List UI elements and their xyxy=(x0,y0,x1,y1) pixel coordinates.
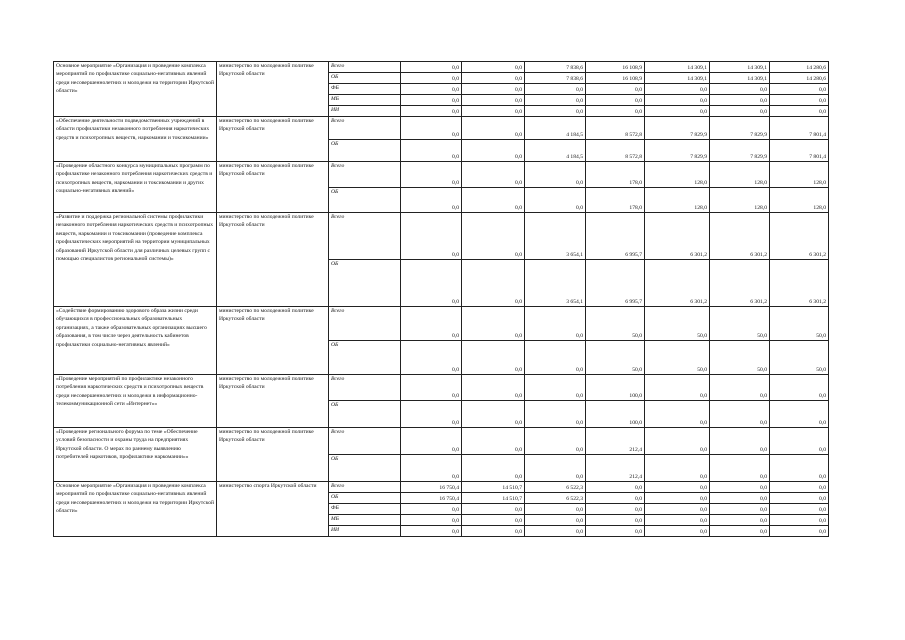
amount-cell: 50,0 xyxy=(645,307,710,341)
amount-cell: 14 309,1 xyxy=(645,62,710,73)
amount-cell: 0,0 xyxy=(525,515,586,526)
measure-description: «Проведение областного конкурса муниципальных программ по профилактике незаконного потребления наркотических средств и психотропных веществ, наркомании и токсикомании и других социально-негативных явлений» xyxy=(54,162,217,213)
amount-cell: 7 801,4 xyxy=(770,117,829,140)
amount-cell: 50,0 xyxy=(770,341,829,375)
amount-cell: 0,0 xyxy=(401,526,462,537)
amount-cell: 0,0 xyxy=(525,95,586,106)
amount-cell: 14 510,7 xyxy=(462,493,525,504)
measure-description: «Развитие и поддержка региональной системы профилактики незаконного потребления наркотических средств и психотропных веществ, наркомании и токсикомании (проведение комплекса профилактических мероприятий на территории муниципальных образований Иркутской области для различных целевых групп с помощью специалистов региональной системы)» xyxy=(54,213,217,307)
responsible-executor: министерство по молодежной политике Иркутской области xyxy=(217,428,329,482)
amount-cell: 0,0 xyxy=(401,117,462,140)
amount-cell: 0,0 xyxy=(710,95,770,106)
table-row xyxy=(54,62,829,73)
funding-source-label: Всего xyxy=(329,213,401,260)
measure-description: Основное мероприятие «Организация и проведение комплекса мероприятий по профилактике социально-негативных явлений среди несовершеннолетних и молодежи на территории Иркутской области» xyxy=(54,62,217,117)
amount-cell: 0,0 xyxy=(770,455,829,482)
amount-cell: 0,0 xyxy=(462,188,525,213)
amount-cell: 0,0 xyxy=(770,493,829,504)
amount-cell: 100,0 xyxy=(586,375,645,401)
amount-cell: 0,0 xyxy=(401,515,462,526)
amount-cell: 0,0 xyxy=(401,162,462,188)
responsible-executor: министерство по молодежной политике Иркутской области xyxy=(217,307,329,375)
amount-cell: 0,0 xyxy=(710,401,770,428)
funding-source-label: ОБ xyxy=(329,140,401,162)
amount-cell: 0,0 xyxy=(586,95,645,106)
amount-cell: 8 572,8 xyxy=(586,140,645,162)
amount-cell: 0,0 xyxy=(401,213,462,260)
amount-cell: 0,0 xyxy=(401,188,462,213)
amount-cell: 7 829,9 xyxy=(710,140,770,162)
amount-cell: 6 301,2 xyxy=(710,260,770,307)
amount-cell: 0,0 xyxy=(645,493,710,504)
amount-cell: 0,0 xyxy=(645,95,710,106)
amount-cell: 0,0 xyxy=(710,482,770,493)
responsible-executor: министерство по молодежной политике Иркутской области xyxy=(217,162,329,213)
amount-cell: 0,0 xyxy=(586,526,645,537)
amount-cell: 4 184,5 xyxy=(525,117,586,140)
amount-cell: 0,0 xyxy=(710,504,770,515)
amount-cell: 0,0 xyxy=(401,375,462,401)
amount-cell: 7 801,4 xyxy=(770,140,829,162)
amount-cell: 212,4 xyxy=(586,455,645,482)
amount-cell: 0,0 xyxy=(586,106,645,117)
amount-cell: 128,0 xyxy=(770,162,829,188)
funding-source-label: МБ xyxy=(329,515,401,526)
amount-cell: 0,0 xyxy=(401,341,462,375)
amount-cell: 0,0 xyxy=(770,95,829,106)
amount-cell: 0,0 xyxy=(462,341,525,375)
amount-cell: 7 829,9 xyxy=(645,117,710,140)
amount-cell: 0,0 xyxy=(770,375,829,401)
funding-source-label: Всего xyxy=(329,482,401,493)
amount-cell: 178,0 xyxy=(586,188,645,213)
amount-cell: 6 301,2 xyxy=(770,213,829,260)
amount-cell: 0,0 xyxy=(401,140,462,162)
amount-cell: 6 301,2 xyxy=(770,260,829,307)
responsible-executor: министерство спорта Иркутской области xyxy=(217,482,329,537)
amount-cell: 0,0 xyxy=(645,375,710,401)
measure-description: «Содействие формированию здорового образа жизни среди обучающихся в профессиональных образовательных организациях, а также образовательных организациях высшего образования, в том числе через деятельность кабинетов профилактики социально-негативных явлений» xyxy=(54,307,217,375)
amount-cell: 0,0 xyxy=(770,428,829,455)
amount-cell: 0,0 xyxy=(586,84,645,95)
amount-cell: 0,0 xyxy=(525,428,586,455)
amount-cell: 0,0 xyxy=(645,482,710,493)
amount-cell: 0,0 xyxy=(710,526,770,537)
amount-cell: 0,0 xyxy=(525,504,586,515)
responsible-executor: министерство по молодежной политике Иркутской области xyxy=(217,117,329,162)
amount-cell: 0,0 xyxy=(770,482,829,493)
amount-cell: 6 995,7 xyxy=(586,213,645,260)
amount-cell: 0,0 xyxy=(462,84,525,95)
amount-cell: 0,0 xyxy=(462,307,525,341)
amount-cell: 0,0 xyxy=(401,84,462,95)
measure-description: Основное мероприятие «Организация и проведение комплекса мероприятий по профилактике социально-негативных явлений среди несовершеннолетних и молодежи на территории Иркутской области» xyxy=(54,482,217,537)
responsible-executor: министерство по молодежной политике Иркутской области xyxy=(217,375,329,428)
measure-description: «Проведение регионального форума по теме «Обеспечение условий безопасности и охраны труда на предприятиях Иркутской области. О мерах по раннему выявлению потребителей наркотиков, профилактике наркомании»» xyxy=(54,428,217,482)
amount-cell: 0,0 xyxy=(462,504,525,515)
amount-cell: 128,0 xyxy=(710,188,770,213)
amount-cell: 0,0 xyxy=(401,95,462,106)
amount-cell: 7 838,6 xyxy=(525,62,586,73)
amount-cell: 14 280,6 xyxy=(770,73,829,84)
amount-cell: 0,0 xyxy=(462,62,525,73)
funding-source-label: Всего xyxy=(329,307,401,341)
funding-source-label: ИИ xyxy=(329,526,401,537)
amount-cell: 6 995,7 xyxy=(586,260,645,307)
table-row xyxy=(54,482,829,493)
responsible-executor: министерство по молодежной политике Иркутской области xyxy=(217,62,329,117)
funding-source-label: МБ xyxy=(329,95,401,106)
amount-cell: 0,0 xyxy=(401,260,462,307)
amount-cell: 0,0 xyxy=(462,401,525,428)
responsible-executor: министерство по молодежной политике Иркутской области xyxy=(217,213,329,307)
amount-cell: 0,0 xyxy=(401,504,462,515)
amount-cell: 178,0 xyxy=(586,162,645,188)
amount-cell: 0,0 xyxy=(462,515,525,526)
amount-cell: 0,0 xyxy=(645,84,710,95)
amount-cell: 0,0 xyxy=(525,162,586,188)
measure-description: «Проведение мероприятий по профилактике незаконного потребления наркотических средств и психотропных веществ среди несовершеннолетних и молодежи в информационно-телекоммуникационной сети «Интернет»» xyxy=(54,375,217,428)
amount-cell: 4 184,5 xyxy=(525,140,586,162)
amount-cell: 14 309,1 xyxy=(645,73,710,84)
amount-cell: 6 522,3 xyxy=(525,493,586,504)
amount-cell: 0,0 xyxy=(525,341,586,375)
funding-source-label: Всего xyxy=(329,428,401,455)
amount-cell: 0,0 xyxy=(525,375,586,401)
amount-cell: 0,0 xyxy=(462,95,525,106)
amount-cell: 0,0 xyxy=(462,428,525,455)
funding-source-label: ОБ xyxy=(329,493,401,504)
amount-cell: 50,0 xyxy=(645,341,710,375)
amount-cell: 14 309,1 xyxy=(710,73,770,84)
amount-cell: 0,0 xyxy=(645,428,710,455)
amount-cell: 0,0 xyxy=(645,455,710,482)
amount-cell: 0,0 xyxy=(462,213,525,260)
amount-cell: 0,0 xyxy=(525,188,586,213)
amount-cell: 0,0 xyxy=(710,375,770,401)
amount-cell: 128,0 xyxy=(710,162,770,188)
amount-cell: 128,0 xyxy=(770,188,829,213)
amount-cell: 212,4 xyxy=(586,428,645,455)
amount-cell: 0,0 xyxy=(462,117,525,140)
amount-cell: 14 510,7 xyxy=(462,482,525,493)
amount-cell: 0,0 xyxy=(770,401,829,428)
amount-cell: 6 301,2 xyxy=(710,213,770,260)
amount-cell: 50,0 xyxy=(710,341,770,375)
amount-cell: 0,0 xyxy=(645,515,710,526)
amount-cell: 6 301,2 xyxy=(645,213,710,260)
amount-cell: 0,0 xyxy=(645,106,710,117)
funding-source-label: Всего xyxy=(329,117,401,140)
funding-source-label: ОБ xyxy=(329,188,401,213)
amount-cell: 0,0 xyxy=(586,504,645,515)
amount-cell: 0,0 xyxy=(525,401,586,428)
amount-cell: 0,0 xyxy=(401,307,462,341)
amount-cell: 0,0 xyxy=(401,428,462,455)
amount-cell: 0,0 xyxy=(710,106,770,117)
amount-cell: 0,0 xyxy=(525,84,586,95)
table-row xyxy=(54,117,829,140)
amount-cell: 0,0 xyxy=(401,401,462,428)
table-row xyxy=(54,307,829,341)
amount-cell: 0,0 xyxy=(525,307,586,341)
amount-cell: 7 829,9 xyxy=(710,117,770,140)
amount-cell: 8 572,8 xyxy=(586,117,645,140)
amount-cell: 0,0 xyxy=(525,455,586,482)
amount-cell: 0,0 xyxy=(462,162,525,188)
amount-cell: 0,0 xyxy=(462,260,525,307)
amount-cell: 0,0 xyxy=(645,504,710,515)
funding-source-label: ИИ xyxy=(329,106,401,117)
amount-cell: 16 750,4 xyxy=(401,482,462,493)
amount-cell: 0,0 xyxy=(645,401,710,428)
amount-cell: 0,0 xyxy=(462,106,525,117)
amount-cell: 6 522,3 xyxy=(525,482,586,493)
amount-cell: 128,0 xyxy=(645,188,710,213)
funding-source-label: ОБ xyxy=(329,455,401,482)
amount-cell: 0,0 xyxy=(462,455,525,482)
funding-source-label: ОБ xyxy=(329,341,401,375)
amount-cell: 50,0 xyxy=(770,307,829,341)
amount-cell: 0,0 xyxy=(710,84,770,95)
amount-cell: 50,0 xyxy=(710,307,770,341)
amount-cell: 16 108,9 xyxy=(586,73,645,84)
amount-cell: 50,0 xyxy=(586,341,645,375)
amount-cell: 0,0 xyxy=(770,515,829,526)
amount-cell: 0,0 xyxy=(770,84,829,95)
amount-cell: 0,0 xyxy=(586,515,645,526)
amount-cell: 0,0 xyxy=(462,526,525,537)
amount-cell: 0,0 xyxy=(401,73,462,84)
measure-description: «Обеспечение деятельности подведомственных учреждений в области профилактики незаконного потребления наркотических средств и психотропных веществ, наркомании и токсикомании» xyxy=(54,117,217,162)
amount-cell: 14 280,6 xyxy=(770,62,829,73)
amount-cell: 0,0 xyxy=(710,428,770,455)
table-row xyxy=(54,162,829,188)
amount-cell: 6 301,2 xyxy=(645,260,710,307)
funding-source-label: ФБ xyxy=(329,84,401,95)
amount-cell: 128,0 xyxy=(645,162,710,188)
funding-source-label: ОБ xyxy=(329,73,401,84)
amount-cell: 0,0 xyxy=(401,455,462,482)
amount-cell: 0,0 xyxy=(586,493,645,504)
amount-cell: 0,0 xyxy=(401,106,462,117)
amount-cell: 0,0 xyxy=(770,526,829,537)
amount-cell: 7 838,6 xyxy=(525,73,586,84)
amount-cell: 7 829,9 xyxy=(645,140,710,162)
amount-cell: 0,0 xyxy=(710,455,770,482)
amount-cell: 3 654,1 xyxy=(525,213,586,260)
funding-source-label: Всего xyxy=(329,62,401,73)
funding-source-label: ФБ xyxy=(329,504,401,515)
amount-cell: 0,0 xyxy=(462,73,525,84)
amount-cell: 0,0 xyxy=(401,62,462,73)
amount-cell: 16 750,4 xyxy=(401,493,462,504)
amount-cell: 0,0 xyxy=(770,106,829,117)
amount-cell: 0,0 xyxy=(710,515,770,526)
funding-source-label: ОБ xyxy=(329,401,401,428)
amount-cell: 0,0 xyxy=(525,106,586,117)
amount-cell: 0,0 xyxy=(645,526,710,537)
table-row xyxy=(54,213,829,260)
amount-cell: 50,0 xyxy=(586,307,645,341)
funding-source-label: Всего xyxy=(329,162,401,188)
amount-cell: 0,0 xyxy=(462,140,525,162)
amount-cell: 14 309,1 xyxy=(710,62,770,73)
amount-cell: 3 654,1 xyxy=(525,260,586,307)
amount-cell: 0,0 xyxy=(462,375,525,401)
amount-cell: 0,0 xyxy=(525,526,586,537)
amount-cell: 0,0 xyxy=(586,482,645,493)
amount-cell: 16 108,9 xyxy=(586,62,645,73)
amount-cell: 0,0 xyxy=(770,504,829,515)
table-row xyxy=(54,375,829,401)
funding-source-label: Всего xyxy=(329,375,401,401)
funding-source-label: ОБ xyxy=(329,260,401,307)
table-row xyxy=(54,428,829,455)
amount-cell: 0,0 xyxy=(710,493,770,504)
budget-table xyxy=(53,61,829,537)
amount-cell: 100,0 xyxy=(586,401,645,428)
